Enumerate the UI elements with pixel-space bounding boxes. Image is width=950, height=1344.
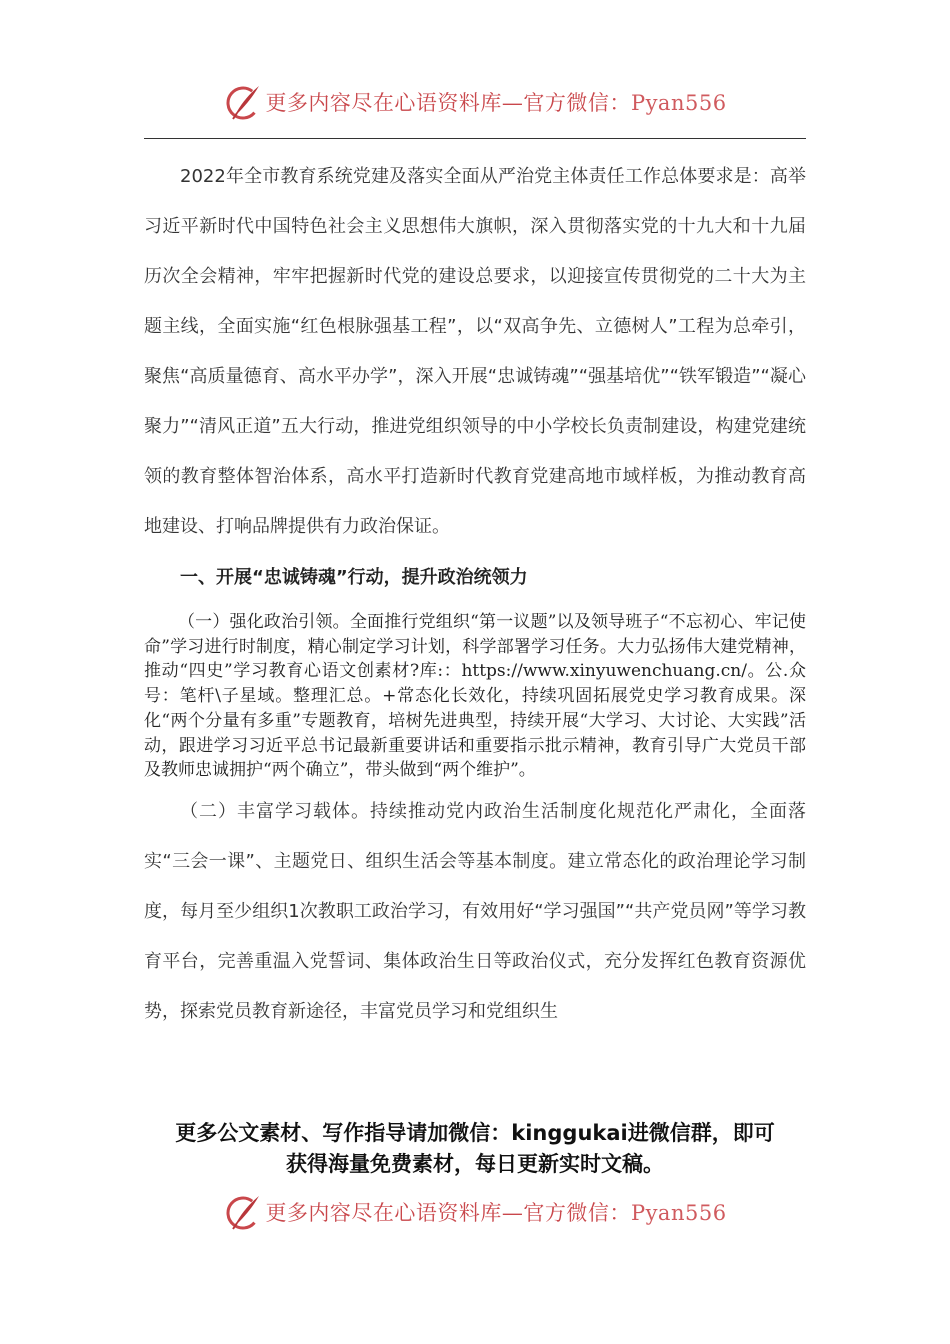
banner-wechat-id: Pyan556 xyxy=(630,91,727,115)
section-heading-1: 一、开展“忠诚铸魂”行动，提升政治统领力 xyxy=(180,567,528,588)
document-body xyxy=(144,152,806,1037)
header-banner xyxy=(0,80,950,124)
section-1-paragraph: （一）强化政治引领。全面推行党组织“第一议题”以及领导班子“不忘初心、牢记使命”学习进行时制度，精心制定学习计划，科学部署学习任务。大力弘扬伟大建党精神，推动“四史”学习教育心语文创素材?库:：https://www.xinyuwenchuang.cn/。公.众号：笔杆\子星域。整理汇总。+常态化长效化，持续巩固拓展党史学习教育成果。深化“两个分量有多重”专题教育，培树先进典型，持续开展“大学习、大讨论、大实践”活动，跟进学习习近平总书记最新重要讲话和重要指示批示精神，教育引导广大党员干部及教师忠诚拥护“两个确立”，带头做到“两个维护”。 xyxy=(144,612,806,781)
quill-pen-logo-icon xyxy=(223,1192,263,1232)
promo-line-1: 更多公文素材、写作指导请加微信：kinggukai进微信群，即可 xyxy=(175,1121,775,1145)
promo-line-2: 获得海量免费素材，每日更新实时文稿。 xyxy=(286,1152,664,1176)
promo-notice xyxy=(144,1118,806,1180)
banner-text xyxy=(265,87,726,117)
banner-wechat-id: Pyan556 xyxy=(630,1201,727,1225)
header-divider xyxy=(144,138,806,139)
intro-paragraph: 2022年全市教育系统党建及落实全面从严治党主体责任工作总体要求是：高举习近平新时代中国特色社会主义思想伟大旗帜，深入贯彻落实党的十九大和十九届历次全会精神，牢牢把握新时代党的建设总要求，以迎接宣传贯彻党的二十大为主题主线，全面实施“红色根脉强基工程”，以“双高争先、立德树人”工程为总牵引，聚焦“高质量德育、高水平办学”，深入开展“忠诚铸魂”“强基培优”“铁军锻造”“凝心聚力”“清风正道”五大行动，推进党组织领导的中小学校长负责制建设，构建党建统领的教育整体智治体系，高水平打造新时代教育党建高地市域样板，为推动教育高地建设、打响品牌提供有力政治保证。 xyxy=(144,166,806,537)
footer-banner xyxy=(0,1190,950,1234)
banner-main-text: 更多内容尽在心语资料库—官方微信： xyxy=(265,1201,631,1225)
banner-text xyxy=(265,1197,726,1227)
section-2-paragraph: （二）丰富学习载体。持续推动党内政治生活制度化规范化严肃化，全面落实“三会一课”、主题党日、组织生活会等基本制度。建立常态化的政治理论学习制度，每月至少组织1次教职工政治学习，有效用好“学习强国”“共产党员网”等学习教育平台，完善重温入党誓词、集体政治生日等政治仪式，充分发挥红色教育资源优势，探索党员教育新途径，丰富党员学习和党组织生 xyxy=(144,800,806,1022)
banner-main-text: 更多内容尽在心语资料库—官方微信： xyxy=(265,91,631,115)
quill-pen-logo-icon xyxy=(223,82,263,122)
